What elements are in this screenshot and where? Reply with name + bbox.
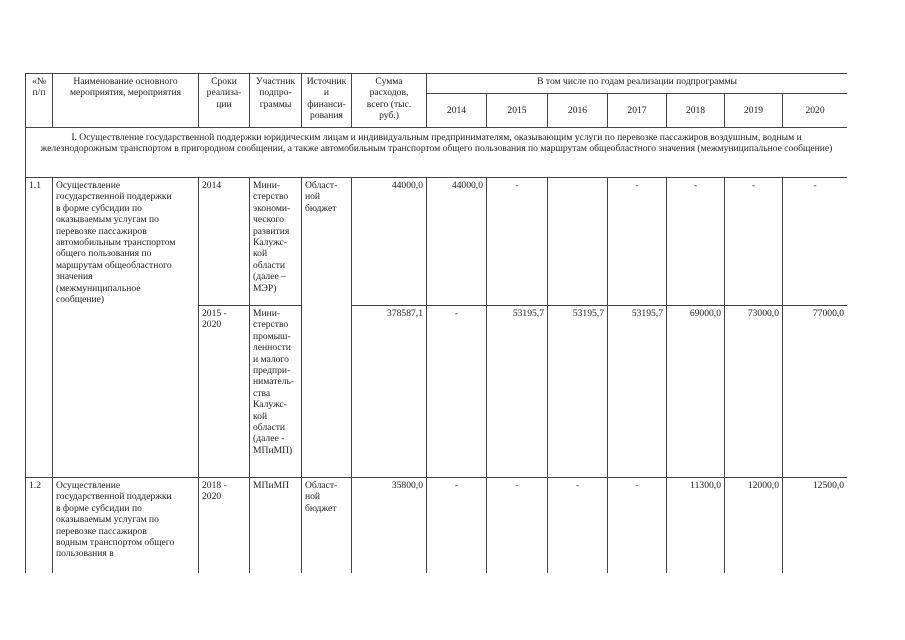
row-year-value: 53195,7 — [487, 306, 548, 478]
row-terms: 2018 - 2020 — [199, 478, 250, 574]
row-participant: Мини- стерство промыш- ленности и малого предпри- ниматель- ства Калужс- кой области (далее - МПиМП) — [250, 306, 302, 478]
header-year: 2019 — [725, 94, 783, 128]
row-year-value: 12500,0 — [783, 478, 848, 574]
row-name: Осуществление государственной поддержки в форме субсидии по оказываемым услугам по перевозке пассажиров водным транспортом общего пользования в — [53, 478, 199, 574]
header-terms: Сроки реализа- ции — [199, 74, 250, 128]
row-year-value: 44000,0 — [427, 178, 487, 306]
row-year-value: 11300,0 — [667, 478, 725, 574]
row-year-value — [548, 178, 608, 306]
section-title: I. Осуществление государственной поддержки юридическим лицам и индивидуальным предпринимателям, оказывающим услуги по перевозке пассажиров воздушным, водным и железнодорожным транспортом в пригородном сообщении, а также автомобильным транспортом общего пользования по маршрутам общеобластного значения (межмуниципальное сообщение) — [26, 128, 848, 178]
row-year-value: - — [783, 178, 848, 306]
row-year-value: - — [608, 178, 667, 306]
row-name: Осуществление государственной поддержки в форме субсидии по оказываемым услугам по перевозке пассажиров автомобильным транспортом общего пользования по маршрутам общеобластного значения (межмуниципальное сообщение) — [53, 178, 199, 478]
row-terms: 2014 — [199, 178, 250, 306]
header-year: 2014 — [427, 94, 487, 128]
budget-table-page — [25, 73, 847, 573]
row-sum: 44000,0 — [352, 178, 427, 306]
header-name: Наименование основного мероприятия, мероприятия — [53, 74, 199, 128]
row-year-value: - — [427, 478, 487, 574]
header-source: Источник и финанси- рования — [302, 74, 352, 128]
header-years-caption: В том числе по годам реализации подпрограммы — [427, 74, 848, 94]
row-year-value: - — [548, 478, 608, 574]
row-year-value: 53195,7 — [608, 306, 667, 478]
header-participant: Участник подпро- граммы — [250, 74, 302, 128]
row-num: 1.1 — [26, 178, 53, 478]
row-year-value: - — [725, 178, 783, 306]
header-year: 2017 — [608, 94, 667, 128]
row-year-value: - — [667, 178, 725, 306]
row-participant: МПиМП — [250, 478, 302, 574]
header-row — [26, 74, 848, 94]
row-sum: 378587,1 — [352, 306, 427, 478]
table-row — [26, 478, 848, 574]
row-year-value: - — [487, 478, 548, 574]
row-source: Област- ной бюджет — [302, 478, 352, 574]
row-year-value: 77000,0 — [783, 306, 848, 478]
row-year-value: - — [608, 478, 667, 574]
row-num: 1.2 — [26, 478, 53, 574]
header-year: 2016 — [548, 94, 608, 128]
budget-table — [25, 73, 847, 573]
row-year-value: 53195,7 — [548, 306, 608, 478]
table-row — [26, 178, 848, 306]
header-year: 2018 — [667, 94, 725, 128]
row-terms: 2015 - 2020 — [199, 306, 250, 478]
row-participant: Мини- стерство экономи- ческого развития Калужс- кой области (далее – МЭР) — [250, 178, 302, 306]
row-source: Област- ной бюджет — [302, 178, 352, 478]
row-year-value: 12000,0 — [725, 478, 783, 574]
row-year-value: - — [487, 178, 548, 306]
row-year-value: 69000,0 — [667, 306, 725, 478]
row-year-value: - — [427, 306, 487, 478]
row-year-value: 73000,0 — [725, 306, 783, 478]
header-year: 2015 — [487, 94, 548, 128]
section-row — [26, 128, 848, 178]
row-sum: 35800,0 — [352, 478, 427, 574]
header-num: «№ п/п — [26, 74, 53, 128]
header-sum: Сумма расходов, всего (тыс. руб.) — [352, 74, 427, 128]
header-year: 2020 — [783, 94, 848, 128]
